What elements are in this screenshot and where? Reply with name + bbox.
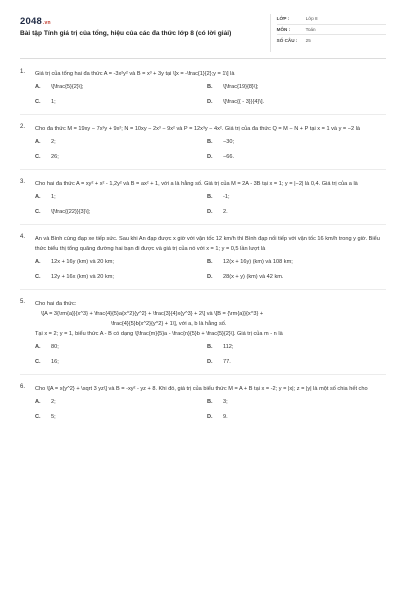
question-text: Giá trị của tổng hai đa thức A = -3x²y² và B = x³ + 3y tại \[x = -\frac{1}{2};y = 1\] là [35,71,235,77]
question-text-continued: Tại x = 2; y = 1, biểu thức A - B có dạng \[\frac{m}{5}a - \frac{n}{5}b + \frac{5}{2}\]. Giá trị của m - n là [35,331,283,337]
answer-options [35,342,386,366]
question-line [20,384,386,394]
info-key: SỐ CÂU : [276,37,298,43]
question-2 [20,124,386,170]
option-text: 2; [51,398,56,405]
option-label: B. [207,83,213,90]
option-d[interactable] [207,412,379,421]
question-line [20,299,386,339]
option-label: D. [207,273,213,280]
option-a[interactable] [35,192,207,201]
info-key: LỚP : [276,16,290,22]
option-label: D. [207,358,213,365]
option-a[interactable] [35,82,207,91]
option-label: C. [35,358,41,365]
option-b[interactable] [207,397,379,406]
option-text: \[\frac{{ - 3}}{4}\]. [223,98,265,105]
option-label: B. [207,193,213,200]
option-c[interactable] [35,412,207,421]
info-value: Lớp 8 [305,16,318,22]
option-text: \[\frac{{22}}{3}\]; [51,208,91,215]
logo-suffix: .vn [42,20,51,26]
option-a[interactable] [35,397,207,406]
option-label: A. [35,258,41,265]
option-text: 9. [223,413,228,420]
option-label: A. [35,138,41,145]
option-b[interactable] [207,257,379,266]
question-number: 4. [20,234,26,240]
info-panel [270,14,386,52]
option-label: A. [35,83,41,90]
question-line [20,69,386,79]
question-number: 1. [20,69,26,75]
page-title: Bài tập Tính giá trị của tổng, hiệu của các đa thức lớp 8 (có lời giải) [20,30,232,37]
answer-options [35,82,386,106]
option-text: 26; [51,153,59,160]
question-number: 3. [20,179,26,185]
option-label: C. [35,413,41,420]
question-4 [20,234,386,290]
option-text: 3; [223,398,228,405]
question-text: Cho \[A = x{y^2} + \sqrt 3 yz\] và B = -xy² - yz + 8. Khi đó, giá trị của biểu thức M = A + B tại x = -2; y = |x|; z = |y| là một số chia hết cho [35,386,368,392]
option-label: D. [207,413,213,420]
option-text: 12y + 16x (km) và 20 km; [51,273,114,280]
option-c[interactable] [35,152,207,161]
option-text: −30; [223,138,235,145]
question-divider [20,289,386,290]
question-divider [20,114,386,115]
option-label: C. [35,273,41,280]
option-label: B. [207,138,213,145]
header-left [20,12,270,52]
option-text: 12(x + 16y) (km) và 108 km; [223,258,293,265]
option-a[interactable] [35,342,207,351]
header [20,12,386,52]
answer-options [35,192,386,216]
option-text: 112; [223,343,234,350]
option-label: C. [35,98,41,105]
info-row-subject [277,25,386,36]
question-text: Cho hai đa thức A = xy² + x² - 1,2y² và B = ax² + 1, với a là hằng số. Giá trị của M = 2A - 3B tại x = 1; y = |−2| là 0,4. Giá trị của a là [35,181,358,187]
option-c[interactable] [35,207,207,216]
option-text: 80; [51,343,59,350]
option-b[interactable] [207,192,379,201]
question-number: 2. [20,124,26,130]
question-text: Cho hai đa thức: [35,301,77,307]
option-text: −66. [223,153,235,160]
option-c[interactable] [35,272,207,281]
option-text: 28(x + y) (km) và 42 km. [223,273,284,280]
question-line [20,124,386,134]
option-text: 16; [51,358,59,365]
question-6 [20,384,386,421]
option-text: 1; [51,98,56,105]
info-row-count [277,35,386,46]
option-c[interactable] [35,357,207,366]
question-divider [20,374,386,375]
option-text: 5; [51,413,56,420]
option-text: \[\frac{19}{8}\]; [223,83,259,90]
question-divider [20,224,386,225]
option-label: D. [207,153,213,160]
option-text: 77. [223,358,231,365]
question-text: Cho đa thức M = 19xy − 7x³y + 9x²; N = 10xy − 2x³ − 9x² và P = 12x³y − 4x². Giá trị của đa thức Q = M − N + P tại x = 1 và y = −2 là [35,126,361,132]
info-value: 25 [305,37,311,43]
option-text: 2. [223,208,228,215]
option-d[interactable] [207,357,379,366]
option-d[interactable] [207,152,379,161]
option-b[interactable] [207,82,379,91]
option-label: B. [207,343,213,350]
option-label: B. [207,258,213,265]
option-d[interactable] [207,272,379,281]
question-text: An và Bình cùng đạp xe tiếp sức. Sau khi An đạp được x giờ với vận tốc 12 km/h thì Bình đạp nối tiếp với vận tốc 16 km/h trong y giờ. Biểu thức biểu thị tổng quãng đường hai bạn đi được và giá trị của nó với x = 1; y = 0,5 lần lượt là [35,236,380,252]
option-text: 12x + 16y (km) và 20 km; [51,258,114,265]
formula-line: \frac{4}{5}b{x^2}{y^2} + 1\], với a, b là hằng số. [111,321,227,327]
answer-options [35,397,386,421]
option-label: A. [35,193,41,200]
option-label: D. [207,98,213,105]
site-logo[interactable] [20,16,270,27]
option-label: C. [35,208,41,215]
info-key: MÔN : [276,26,291,32]
option-text: \[\frac{5}{2}\]; [51,83,84,90]
option-label: C. [35,153,41,160]
question-line [20,234,386,254]
logo-text: 2048 [20,16,42,27]
question-number: 6. [20,384,26,390]
answer-options [35,137,386,161]
option-c[interactable] [35,97,207,106]
option-label: B. [207,398,213,405]
question-line [20,179,386,189]
question-3 [20,179,386,225]
question-1 [20,69,386,115]
option-d[interactable] [207,97,379,106]
option-a[interactable] [35,257,207,266]
question-5 [20,299,386,375]
answer-options [35,257,386,281]
option-b[interactable] [207,137,379,146]
info-value: Toán [305,26,316,32]
option-text: 1; [51,193,56,200]
option-text: -1; [223,193,230,200]
question-body [35,299,283,339]
question-divider [20,169,386,170]
option-text: 2; [51,138,56,145]
option-d[interactable] [207,207,379,216]
option-b[interactable] [207,342,379,351]
info-row-grade [277,14,386,25]
option-a[interactable] [35,137,207,146]
header-divider [20,58,386,59]
formula-line: \[A = 3{\rm{a}}{x^3} + \frac{4}{5}a{x^2}{y^2} + \frac{3}{4}x{y^3} + 2\] và \[B = {\rm{a}}{x^3} + [41,311,264,317]
option-label: D. [207,208,213,215]
option-label: A. [35,343,41,350]
option-label: A. [35,398,41,405]
question-number: 5. [20,299,26,305]
